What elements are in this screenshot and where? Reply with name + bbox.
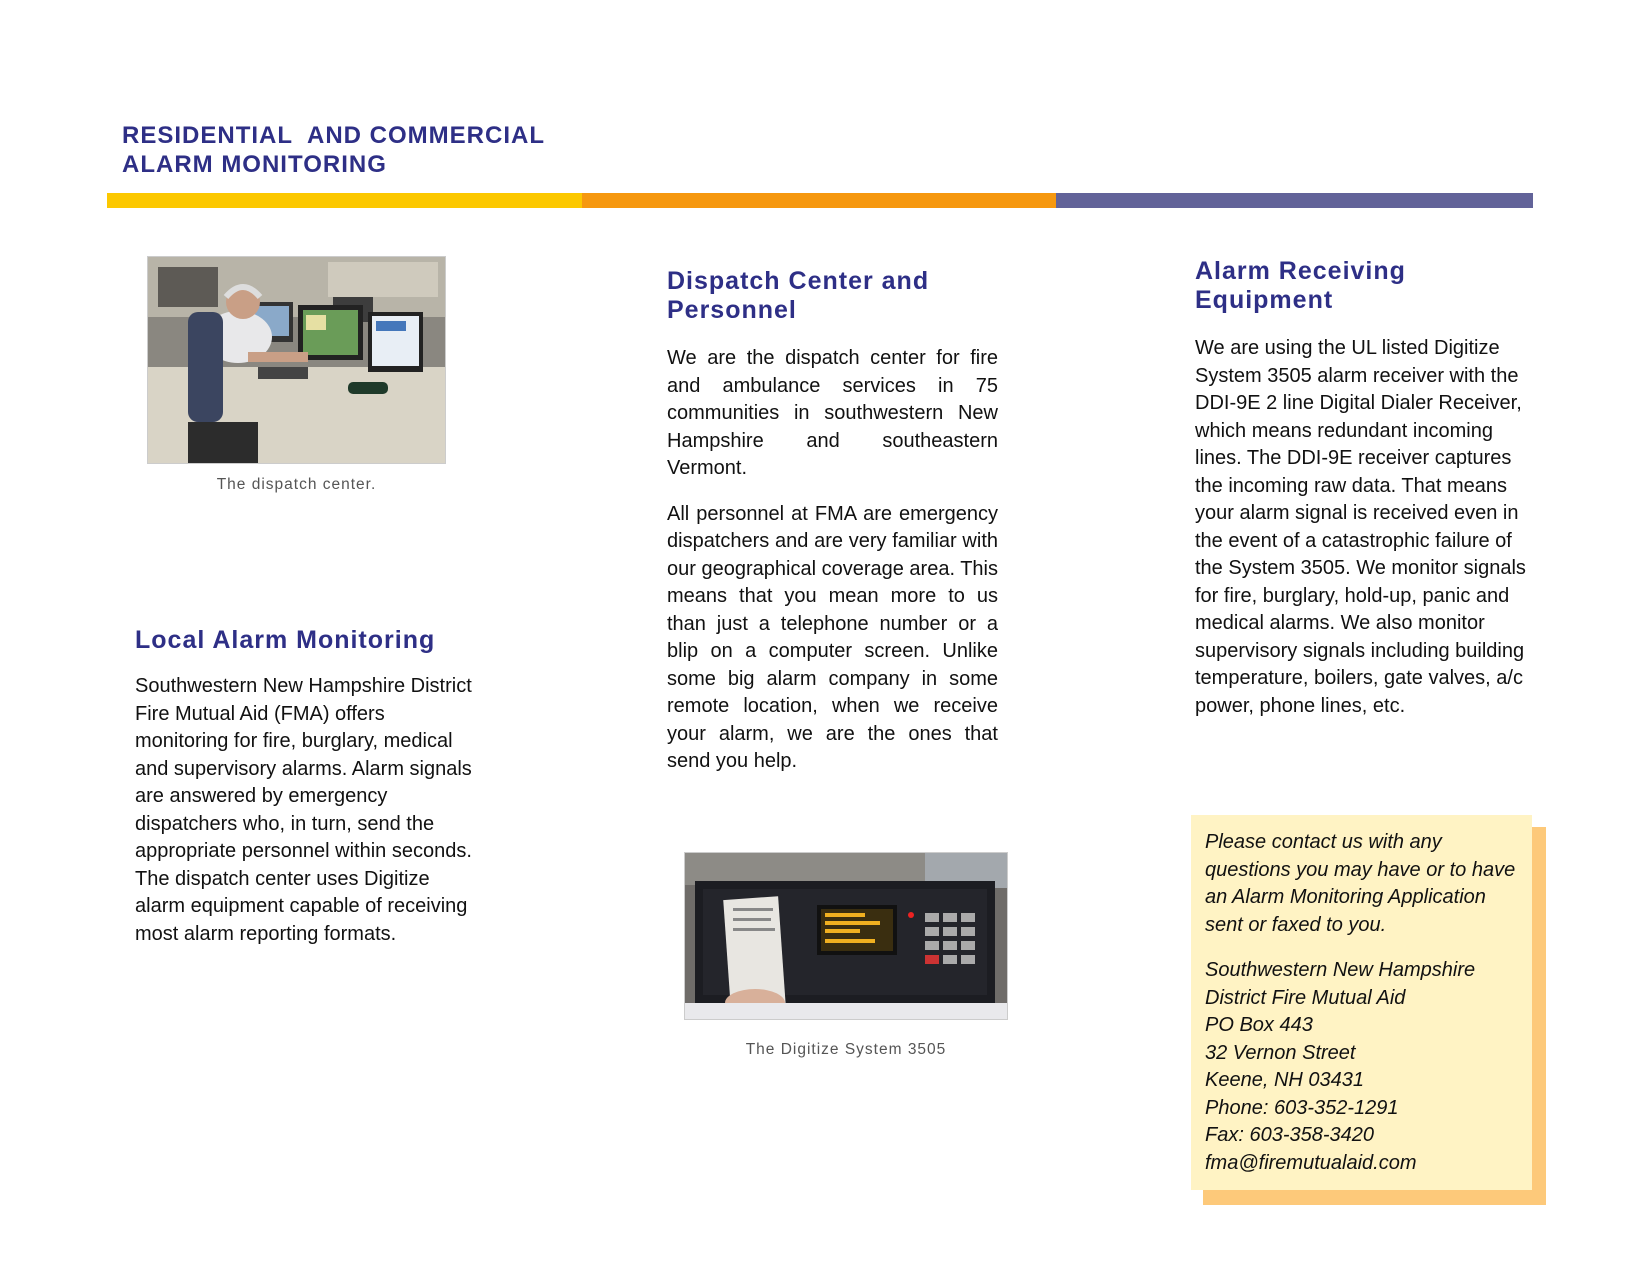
dispatch-center-caption: The dispatch center.: [216, 476, 377, 493]
contact-phone: Phone: 603-352-1291: [1205, 1096, 1399, 1119]
dispatch-center-illustration: [148, 257, 445, 463]
stripe-orange: [582, 193, 1056, 208]
dispatch-center-text: [667, 345, 998, 794]
contact-org-line-1: Southwestern New Hampshire: [1205, 959, 1476, 981]
alarm-equipment-text: We are using the UL listed Digitize System 3505 alarm receiver with the DDI-9E 2 line Digital Dialer Receiver, which means redundant incoming lines. The DDI-9E receiver captures the incoming raw data. That means your alarm signal is received even in the event of a catastrophic failure of the System 3505. We monitor signals for fire, burglary, hold-up, panic and medical alarms. We also monitor supervisory signals including building temperature, boilers, gate valves, a/c power, phone lines, etc.: [1195, 337, 1526, 717]
dispatch-paragraph-2: All personnel at FMA are emergency dispatchers and are very familiar with our geographical coverage area. This means that you mean more to us than just a telephone number or a blip on a computer screen. Unlike some big alarm company in some remote location, when we receive your alarm, we are the ones that send you help.: [667, 502, 998, 772]
contact-city: Keene, NH 03431: [1205, 1069, 1365, 1091]
dispatch-center-photo: [148, 257, 445, 463]
contact-email-link[interactable]: fma@firemutualaid.com: [1205, 1151, 1417, 1174]
local-alarm-monitoring-text: Southwestern New Hampshire District Fire Mutual Aid (FMA) offers monitoring for fire, burglary, medical and supervisory alarms. Alarm signals are answered by emergency dispatchers who, in turn, send the appropriate personnel within seconds. The dispatch center uses Digitize alarm equipment capable of receiving most alarm reporting formats.: [135, 675, 472, 945]
contact-intro: Please contact us with any questions you may have or to have an Alarm Monitoring Application sent or faxed to you.: [1205, 831, 1516, 936]
alarm-equipment-heading: Alarm Receiving Equipment: [1195, 257, 1406, 314]
contact-box: [1191, 815, 1532, 1190]
title-line-2: ALARM MONITORING: [122, 151, 387, 178]
brochure-title: [122, 121, 545, 179]
local-alarm-monitoring-heading: Local Alarm Monitoring: [135, 626, 436, 654]
stripe-slate: [1056, 193, 1533, 208]
contact-street: 32 Vernon Street: [1205, 1041, 1356, 1064]
contact-fax: Fax: 603-358-3420: [1205, 1124, 1375, 1146]
digitize-system-caption: The Digitize System 3505: [745, 1041, 947, 1058]
digitize-system-photo: [685, 853, 1007, 1019]
title-line-1: RESIDENTIAL AND COMMERCIAL: [122, 122, 545, 149]
contact-org-line-2: District Fire Mutual Aid: [1205, 986, 1406, 1009]
digitize-system-illustration: [685, 853, 1007, 1019]
contact-address: [1205, 957, 1520, 1177]
dispatch-paragraph-1: We are the dispatch center for fire and ambulance services in 75 communities in southwestern New Hampshire and southeastern Vermont.: [667, 347, 998, 479]
stripe-yellow: [107, 193, 582, 208]
dispatch-center-heading: Dispatch Center and Personnel: [667, 267, 930, 324]
contact-po-box: PO Box 443: [1205, 1014, 1313, 1036]
